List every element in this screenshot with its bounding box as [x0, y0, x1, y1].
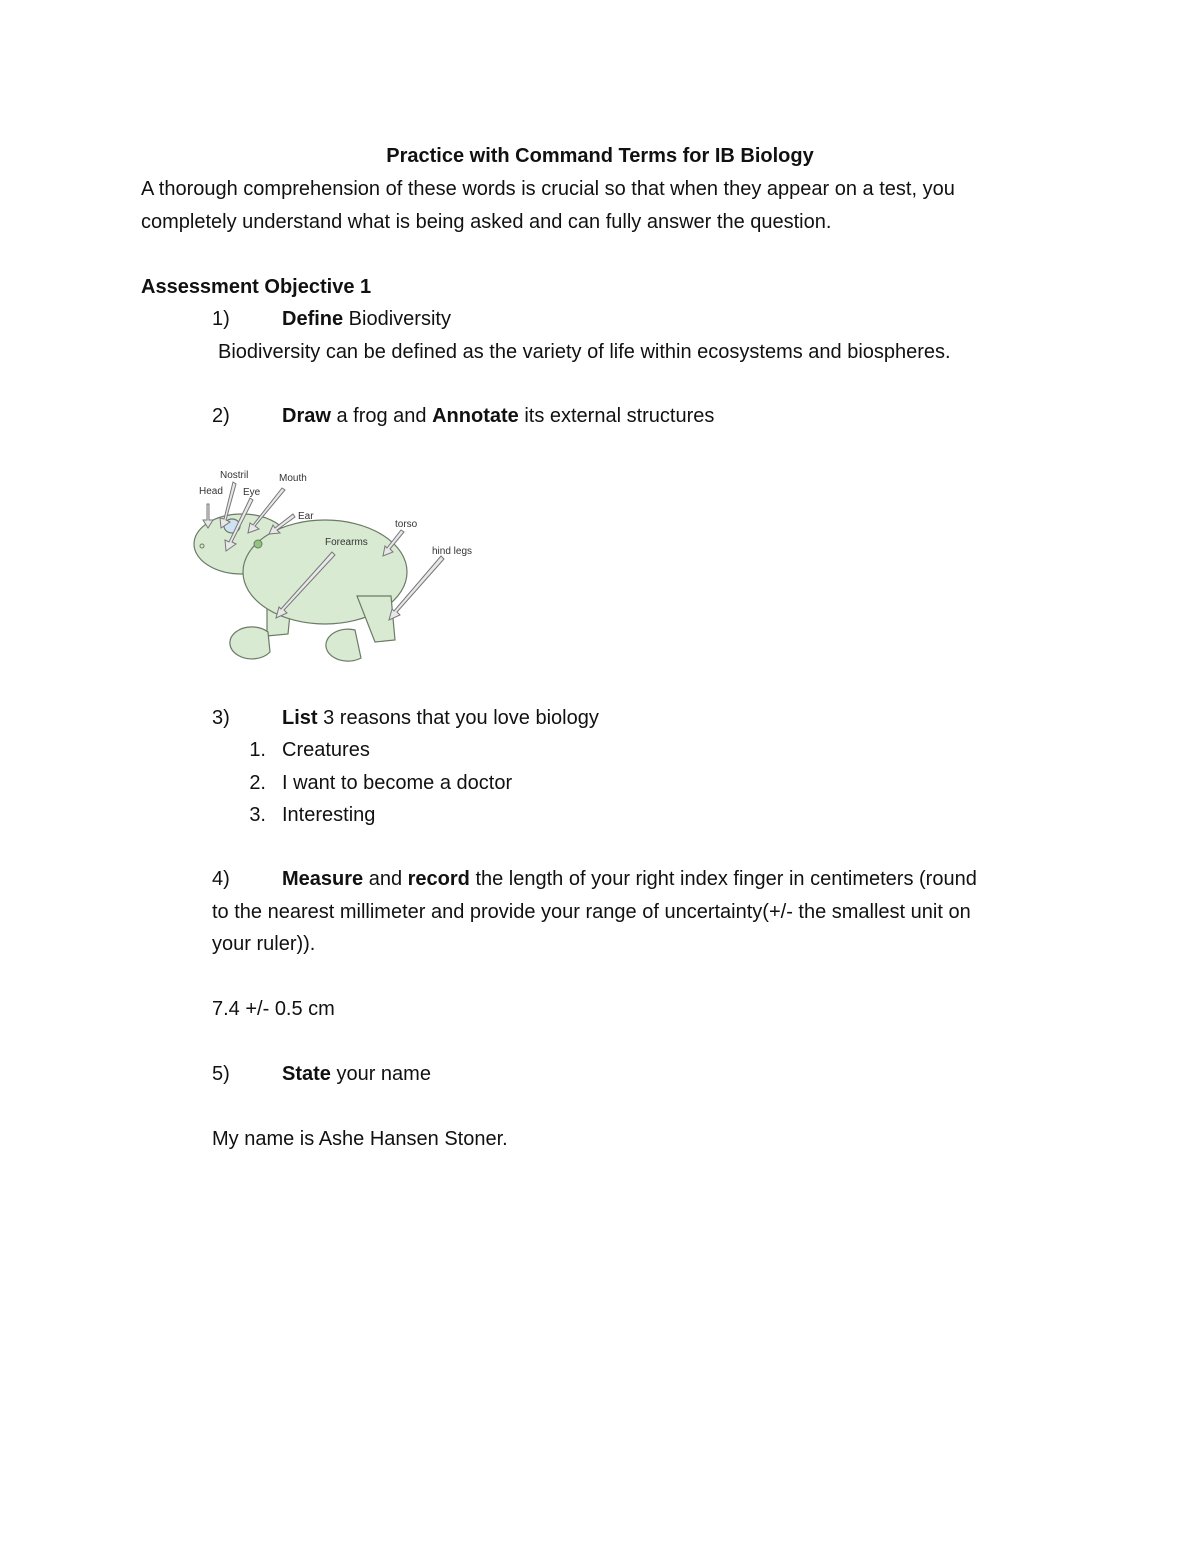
page-title: Practice with Command Terms for IB Biology — [386, 145, 814, 167]
list-item-text: I want to become a doctor — [282, 772, 513, 794]
label-mouth: Mouth — [279, 473, 307, 484]
question-3 — [212, 704, 599, 732]
question-4-text: the length of your right index finger in centimeters (round — [469, 868, 977, 890]
question-4-answer: 7.4 +/- 0.5 cm — [212, 998, 335, 1020]
question-5-command: State — [282, 1063, 331, 1085]
question-3-number: 3) — [212, 707, 230, 729]
question-2 — [212, 402, 714, 430]
question-3-text: 3 reasons that you love biology — [317, 707, 599, 729]
label-nostril: Nostril — [220, 470, 249, 481]
question-3-command: List — [282, 707, 318, 729]
question-4 — [212, 865, 977, 893]
label-eye: Eye — [243, 487, 261, 498]
frog-hind-foot — [326, 629, 361, 661]
frog-front-foot — [230, 627, 270, 659]
list-item-number: 2. — [249, 772, 266, 794]
objective-heading: Assessment Objective 1 — [141, 276, 372, 298]
question-4-command-measure: Measure — [282, 868, 364, 890]
question-4-line-3: your ruler)). — [212, 933, 316, 955]
list-item — [230, 769, 512, 797]
list-item-number: 3. — [249, 804, 266, 826]
question-1-number: 1) — [212, 308, 230, 330]
list-item-text: Interesting — [282, 804, 376, 826]
list-item — [230, 801, 375, 829]
label-torso: torso — [395, 519, 418, 530]
list-item — [230, 736, 370, 764]
question-5-answer: My name is Ashe Hansen Stoner. — [212, 1128, 508, 1150]
label-forearms: Forearms — [325, 537, 368, 548]
intro-line-1: A thorough comprehension of these words is crucial so that when they appear on a test, you — [141, 178, 955, 200]
question-4-command-record: record — [407, 868, 470, 890]
question-2-command-draw: Draw — [282, 405, 331, 427]
list-item-number: 1. — [249, 739, 266, 761]
label-head: Head — [199, 486, 223, 497]
frog-ear — [254, 540, 262, 548]
question-5-text: your name — [330, 1063, 431, 1085]
label-ear: Ear — [298, 511, 314, 522]
question-2-command-annotate: Annotate — [432, 405, 519, 427]
question-5-number: 5) — [212, 1063, 230, 1085]
question-1-answer: Biodiversity can be defined as the variety of life within ecosystems and biospheres. — [218, 341, 951, 363]
question-4-middle: and — [363, 868, 408, 890]
question-1-command: Define — [282, 308, 344, 330]
question-2-text: its external structures — [518, 405, 715, 427]
question-5 — [212, 1060, 431, 1088]
frog-drawing — [185, 462, 485, 667]
label-hind-legs: hind legs — [432, 546, 473, 557]
list-item-text: Creatures — [282, 739, 370, 761]
question-4-line-2: to the nearest millimeter and provide your range of uncertainty(+/- the smallest unit on — [212, 901, 971, 923]
question-1-text: Biodiversity — [343, 308, 451, 330]
intro-line-2: completely understand what is being asked and can fully answer the question. — [141, 211, 832, 233]
question-2-middle: a frog and — [330, 405, 433, 427]
question-1 — [212, 305, 451, 333]
question-2-number: 2) — [212, 405, 230, 427]
question-4-number: 4) — [212, 868, 230, 890]
